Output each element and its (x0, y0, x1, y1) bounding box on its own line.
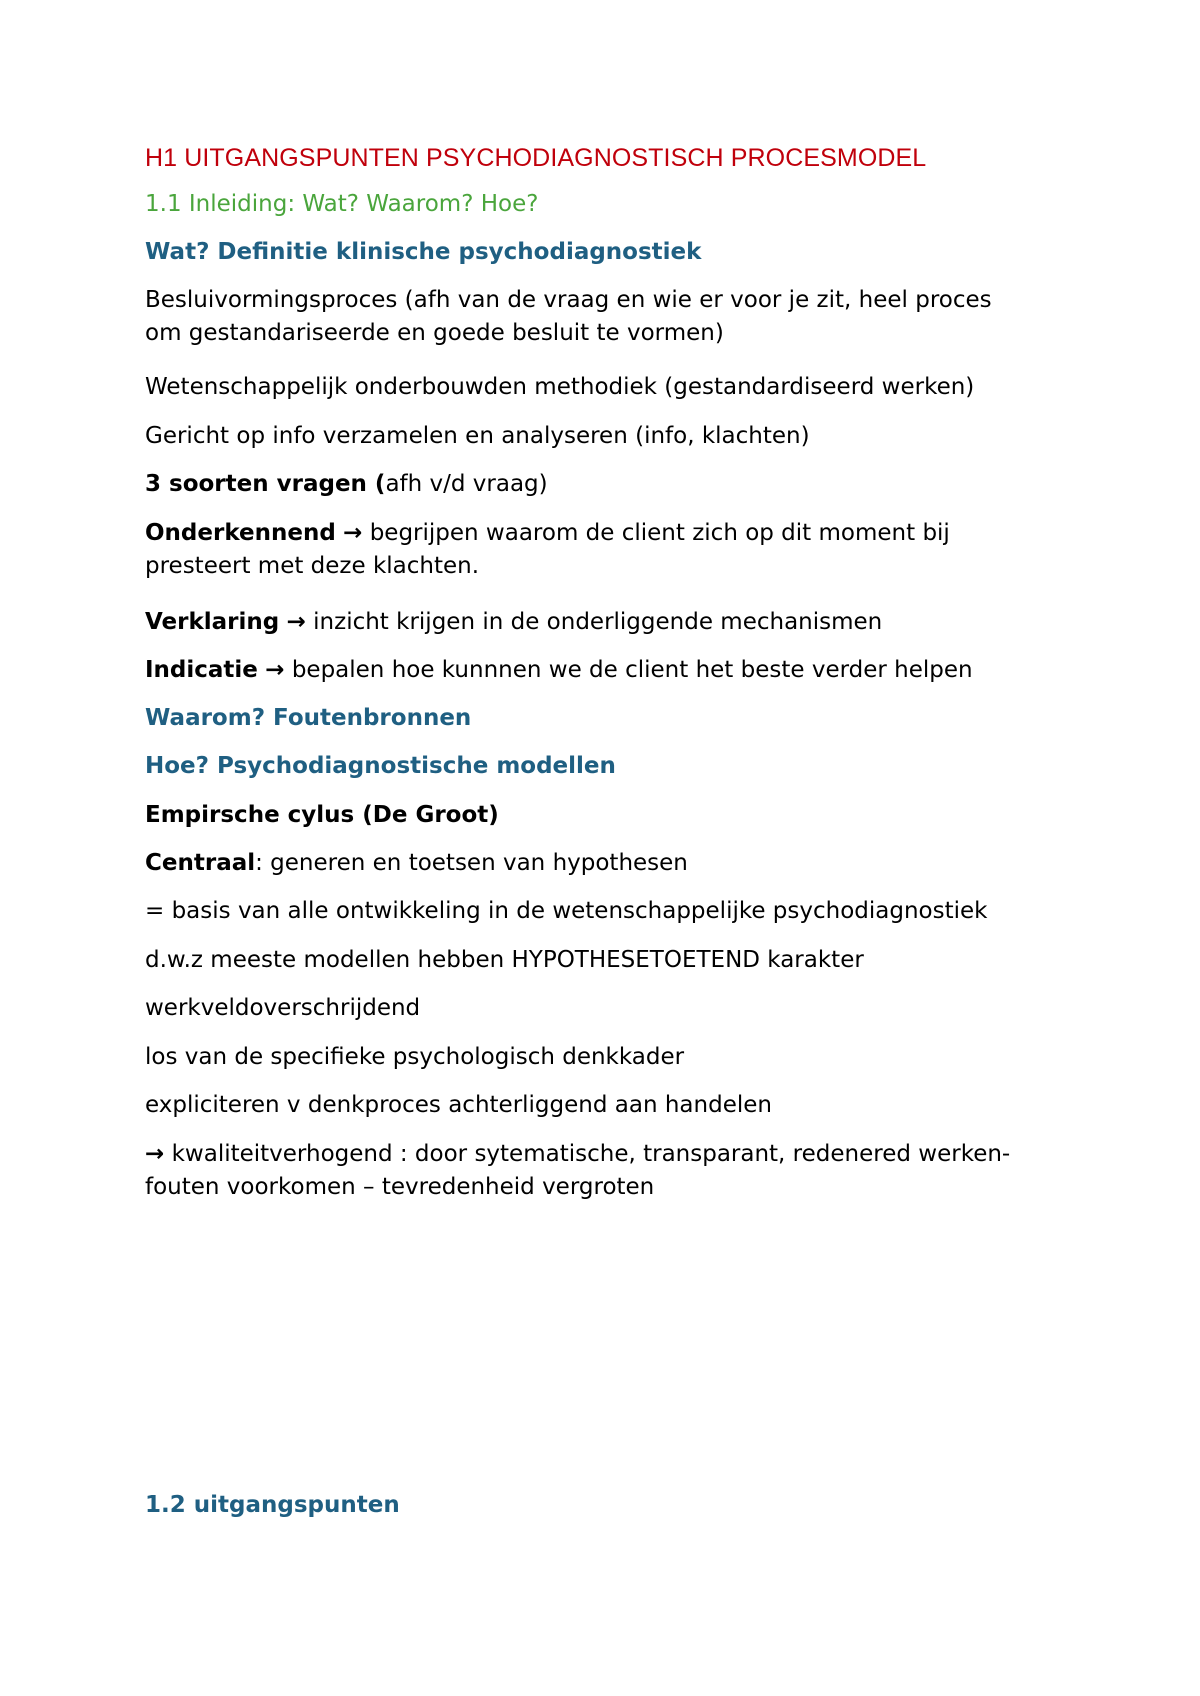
arrow-right-icon: → (145, 1141, 165, 1167)
paragraph-dwz: d.w.z meeste modellen hebben HYPOTHESETOETEND karakter (145, 947, 864, 973)
term-indicatie: Indicatie (145, 657, 258, 683)
term-onderkennend: Onderkennend (145, 520, 336, 546)
paragraph-besluitvorming-line1: Besluivormingsproces (afh van de vraag en wie er voor je zit, heel proces (145, 287, 992, 313)
paragraph-basis: = basis van alle ontwikkeling in de wetenschappelijke psychodiagnostiek (145, 898, 988, 924)
soorten-vragen-bold: 3 soorten vragen ( (145, 471, 386, 497)
section-heading-uitgangspunten: 1.2 uitgangspunten (145, 1492, 400, 1518)
term-verklaring: Verklaring (145, 609, 280, 635)
kwaliteit-text: kwaliteitverhogend : door sytematische, transparant, redenered werken- (164, 1141, 1011, 1167)
paragraph-onderkennend-line2: presteert met deze klachten. (145, 553, 480, 579)
onderkennend-text: begrijpen waarom de client zich op dit moment bij (362, 520, 950, 546)
paragraph-info: Gericht op info verzamelen en analyseren (info, klachten) (145, 423, 810, 449)
paragraph-besluitvorming-line2: om gestandariseerde en goede besluit te vormen) (145, 320, 724, 346)
paragraph-methodiek: Wetenschappelijk onderbouwden methodiek (gestandardiseerd werken) (145, 374, 975, 400)
paragraph-expliciteren: expliciteren v denkproces achterliggend aan handelen (145, 1092, 772, 1118)
paragraph-kwaliteit-line2: fouten voorkomen – tevredenheid vergroten (145, 1174, 655, 1200)
centraal-text: : generen en toetsen van hypothesen (255, 850, 688, 876)
indicatie-text: bepalen hoe kunnnen we de client het beste verder helpen (284, 657, 973, 683)
arrow-right-icon: → (265, 657, 285, 683)
paragraph-werkveld: werkveldoverschrijdend (145, 995, 421, 1021)
paragraph-indicatie (145, 654, 1075, 687)
document-title: H1 UITGANGSPUNTEN PSYCHODIAGNOSTISCH PROCESMODEL (145, 144, 927, 172)
heading-waarom: Waarom? Foutenbronnen (145, 705, 472, 731)
verklaring-text: inzicht krijgen in de onderliggende mechanismen (305, 609, 883, 635)
paragraph-centraal (145, 847, 1075, 880)
paragraph-onderkennend-line1 (145, 517, 1075, 550)
term-centraal: Centraal (145, 850, 256, 876)
heading-wat: Wat? Definitie klinische psychodiagnostiek (145, 239, 702, 265)
paragraph-los: los van de specifieke psychologisch denkkader (145, 1044, 685, 1070)
paragraph-kwaliteit-line1 (145, 1138, 1075, 1171)
paragraph-verklaring (145, 606, 1075, 639)
heading-empirische-cyclus: Empirsche cylus (De Groot) (145, 802, 499, 828)
arrow-right-icon: → (286, 609, 306, 635)
section-heading-inleiding: 1.1 Inleiding: Wat? Waarom? Hoe? (145, 191, 539, 217)
soorten-vragen-rest: afh v/d vraag) (385, 471, 548, 497)
paragraph-soorten-vragen (145, 468, 1075, 501)
heading-hoe: Hoe? Psychodiagnostische modellen (145, 753, 616, 779)
arrow-right-icon: → (343, 520, 363, 546)
